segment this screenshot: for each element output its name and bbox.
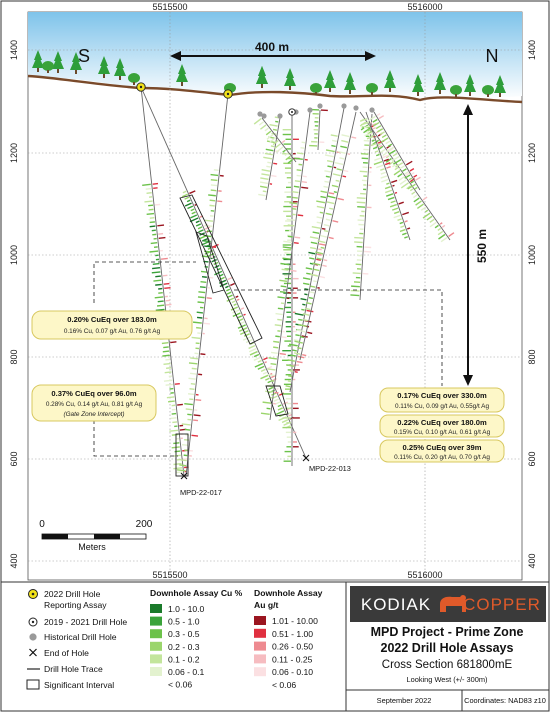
cu-class-label-4: 0.1 - 0.2 bbox=[168, 654, 200, 664]
svg-text:0.22% CuEq over 180.0m: 0.22% CuEq over 180.0m bbox=[397, 418, 487, 427]
au-class-label-3: 0.11 - 0.25 bbox=[272, 654, 313, 664]
svg-text:0.17% CuEq over 330.0m: 0.17% CuEq over 330.0m bbox=[397, 391, 487, 400]
legend-au-header-1: Downhole Assay bbox=[254, 588, 323, 598]
au-class-label-5: < 0.06 bbox=[272, 680, 296, 690]
horizontal-scale-label: 400 m bbox=[255, 40, 289, 54]
elev-left-1000: 1000 bbox=[9, 245, 19, 265]
au-class-label-1: 0.51 - 1.00 bbox=[272, 629, 313, 639]
au-swatch-3 bbox=[254, 654, 266, 663]
compass-north-label: N bbox=[486, 46, 499, 66]
legend-cu-header: Downhole Assay Cu % bbox=[150, 588, 243, 598]
svg-text:0.11% Cu, 0.20 g/t Au, 0.70 g/: 0.11% Cu, 0.20 g/t Au, 0.70 g/t Ag bbox=[394, 454, 490, 461]
callout-0-17-cueq bbox=[380, 388, 504, 412]
elev-right-400: 400 bbox=[527, 553, 537, 568]
elev-right-600: 600 bbox=[527, 451, 537, 466]
svg-text:Reporting Assay: Reporting Assay bbox=[44, 600, 107, 610]
logo bbox=[350, 586, 546, 622]
cu-class-label-3: 0.2 - 0.3 bbox=[168, 642, 200, 652]
elev-left-1200: 1200 bbox=[9, 143, 19, 163]
au-swatch-2 bbox=[254, 642, 266, 651]
svg-text:0.28% Cu, 0.14 g/t Au, 0.81 g/: 0.28% Cu, 0.14 g/t Au, 0.81 g/t Ag bbox=[46, 401, 143, 408]
cu-class-label-2: 0.3 - 0.5 bbox=[168, 629, 200, 639]
svg-text:0.11% Cu, 0.09 g/t Au, 0.55g/t: 0.11% Cu, 0.09 g/t Au, 0.55g/t Ag bbox=[395, 403, 489, 410]
map-subtitle: 2022 Drill Hole Assays bbox=[381, 641, 514, 655]
callout-0-25-cueq bbox=[380, 440, 504, 462]
au-class-label-0: 1.01 - 10.00 bbox=[272, 616, 318, 626]
cu-swatch-4 bbox=[150, 654, 162, 663]
au-swatch-0 bbox=[254, 616, 266, 625]
cu-class-label-6: < 0.06 bbox=[168, 680, 192, 690]
hole-label-mpd-22-013: MPD-22-013 bbox=[309, 464, 351, 473]
scale-bar-unit: Meters bbox=[78, 542, 106, 552]
svg-text:0.15% Cu, 0.10 g/t Au, 0.61 g/: 0.15% Cu, 0.10 g/t Au, 0.61 g/t Ag bbox=[394, 429, 491, 436]
vertical-scale-label: 550 m bbox=[475, 229, 489, 263]
logo-text-right: COPPER bbox=[463, 595, 541, 614]
svg-text:Historical Drill Hole: Historical Drill Hole bbox=[44, 632, 117, 642]
au-swatch-1 bbox=[254, 629, 266, 638]
easting-tick-top-2: 5516000 bbox=[407, 2, 442, 12]
cu-swatch-2 bbox=[150, 629, 162, 638]
elev-left-800: 800 bbox=[9, 349, 19, 364]
svg-text:Drill Hole Trace: Drill Hole Trace bbox=[44, 664, 103, 674]
scale-bar-start: 0 bbox=[39, 519, 45, 530]
cu-class-label-1: 0.5 - 1.0 bbox=[168, 617, 200, 627]
au-class-label-4: 0.06 - 0.10 bbox=[272, 667, 313, 677]
callout-0-20-cueq bbox=[32, 311, 192, 339]
cu-class-label-5: 0.06 - 0.1 bbox=[168, 667, 205, 677]
cu-swatch-0 bbox=[150, 604, 162, 613]
cu-swatch-5 bbox=[150, 667, 162, 676]
view-direction: Looking West (+/- 300m) bbox=[407, 675, 488, 684]
compass-south-label: S bbox=[78, 46, 90, 66]
svg-text:(Gate Zone Intercept): (Gate Zone Intercept) bbox=[63, 411, 124, 418]
svg-text:End of Hole: End of Hole bbox=[44, 648, 89, 658]
elev-right-1000: 1000 bbox=[527, 245, 537, 265]
elev-right-800: 800 bbox=[527, 349, 537, 364]
legend-au-header-2: Au g/t bbox=[254, 600, 278, 610]
svg-text:0.20% CuEq over 183.0m: 0.20% CuEq over 183.0m bbox=[67, 315, 157, 324]
easting-tick-bottom-1: 5515500 bbox=[152, 570, 187, 580]
svg-text:0.16% Cu, 0.07 g/t Au, 0.76 g/: 0.16% Cu, 0.07 g/t Au, 0.76 g/t Ag bbox=[64, 328, 161, 335]
callout-0-22-cueq bbox=[380, 415, 504, 437]
scale-bar-end: 200 bbox=[136, 519, 153, 530]
elev-left-1400: 1400 bbox=[9, 40, 19, 60]
callout-0-37-cueq bbox=[32, 385, 156, 421]
svg-text:Significant Interval: Significant Interval bbox=[44, 680, 114, 690]
section-panel bbox=[9, 2, 537, 580]
map-coordinates: Coordinates: NAD83 z10 bbox=[464, 696, 546, 705]
grey-dot-icon bbox=[29, 633, 36, 640]
au-swatch-4 bbox=[254, 667, 266, 676]
au-class-label-2: 0.26 - 0.50 bbox=[272, 642, 313, 652]
elev-right-1200: 1200 bbox=[527, 143, 537, 163]
elev-left-400: 400 bbox=[9, 553, 19, 568]
project-title: MPD Project - Prime Zone bbox=[371, 625, 524, 639]
map-date: September 2022 bbox=[377, 696, 432, 705]
elev-left-600: 600 bbox=[9, 451, 19, 466]
svg-text:2019 - 2021 Drill Hole: 2019 - 2021 Drill Hole bbox=[44, 617, 127, 627]
svg-text:2022 Drill Hole: 2022 Drill Hole bbox=[44, 589, 101, 599]
cross-section-label: Cross Section 681800mE bbox=[382, 659, 513, 671]
cu-swatch-3 bbox=[150, 642, 162, 651]
hole-label-mpd-22-017: MPD-22-017 bbox=[180, 488, 222, 497]
svg-text:0.37% CuEq over 96.0m: 0.37% CuEq over 96.0m bbox=[51, 389, 137, 398]
logo-text-left: KODIAK bbox=[361, 595, 431, 614]
svg-text:0.25% CuEq over 39m: 0.25% CuEq over 39m bbox=[403, 443, 482, 452]
easting-tick-top-1: 5515500 bbox=[152, 2, 187, 12]
cu-class-label-0: 1.0 - 10.0 bbox=[168, 604, 205, 614]
easting-tick-bottom-2: 5516000 bbox=[407, 570, 442, 580]
elev-right-1400: 1400 bbox=[527, 40, 537, 60]
cu-swatch-1 bbox=[150, 617, 162, 626]
